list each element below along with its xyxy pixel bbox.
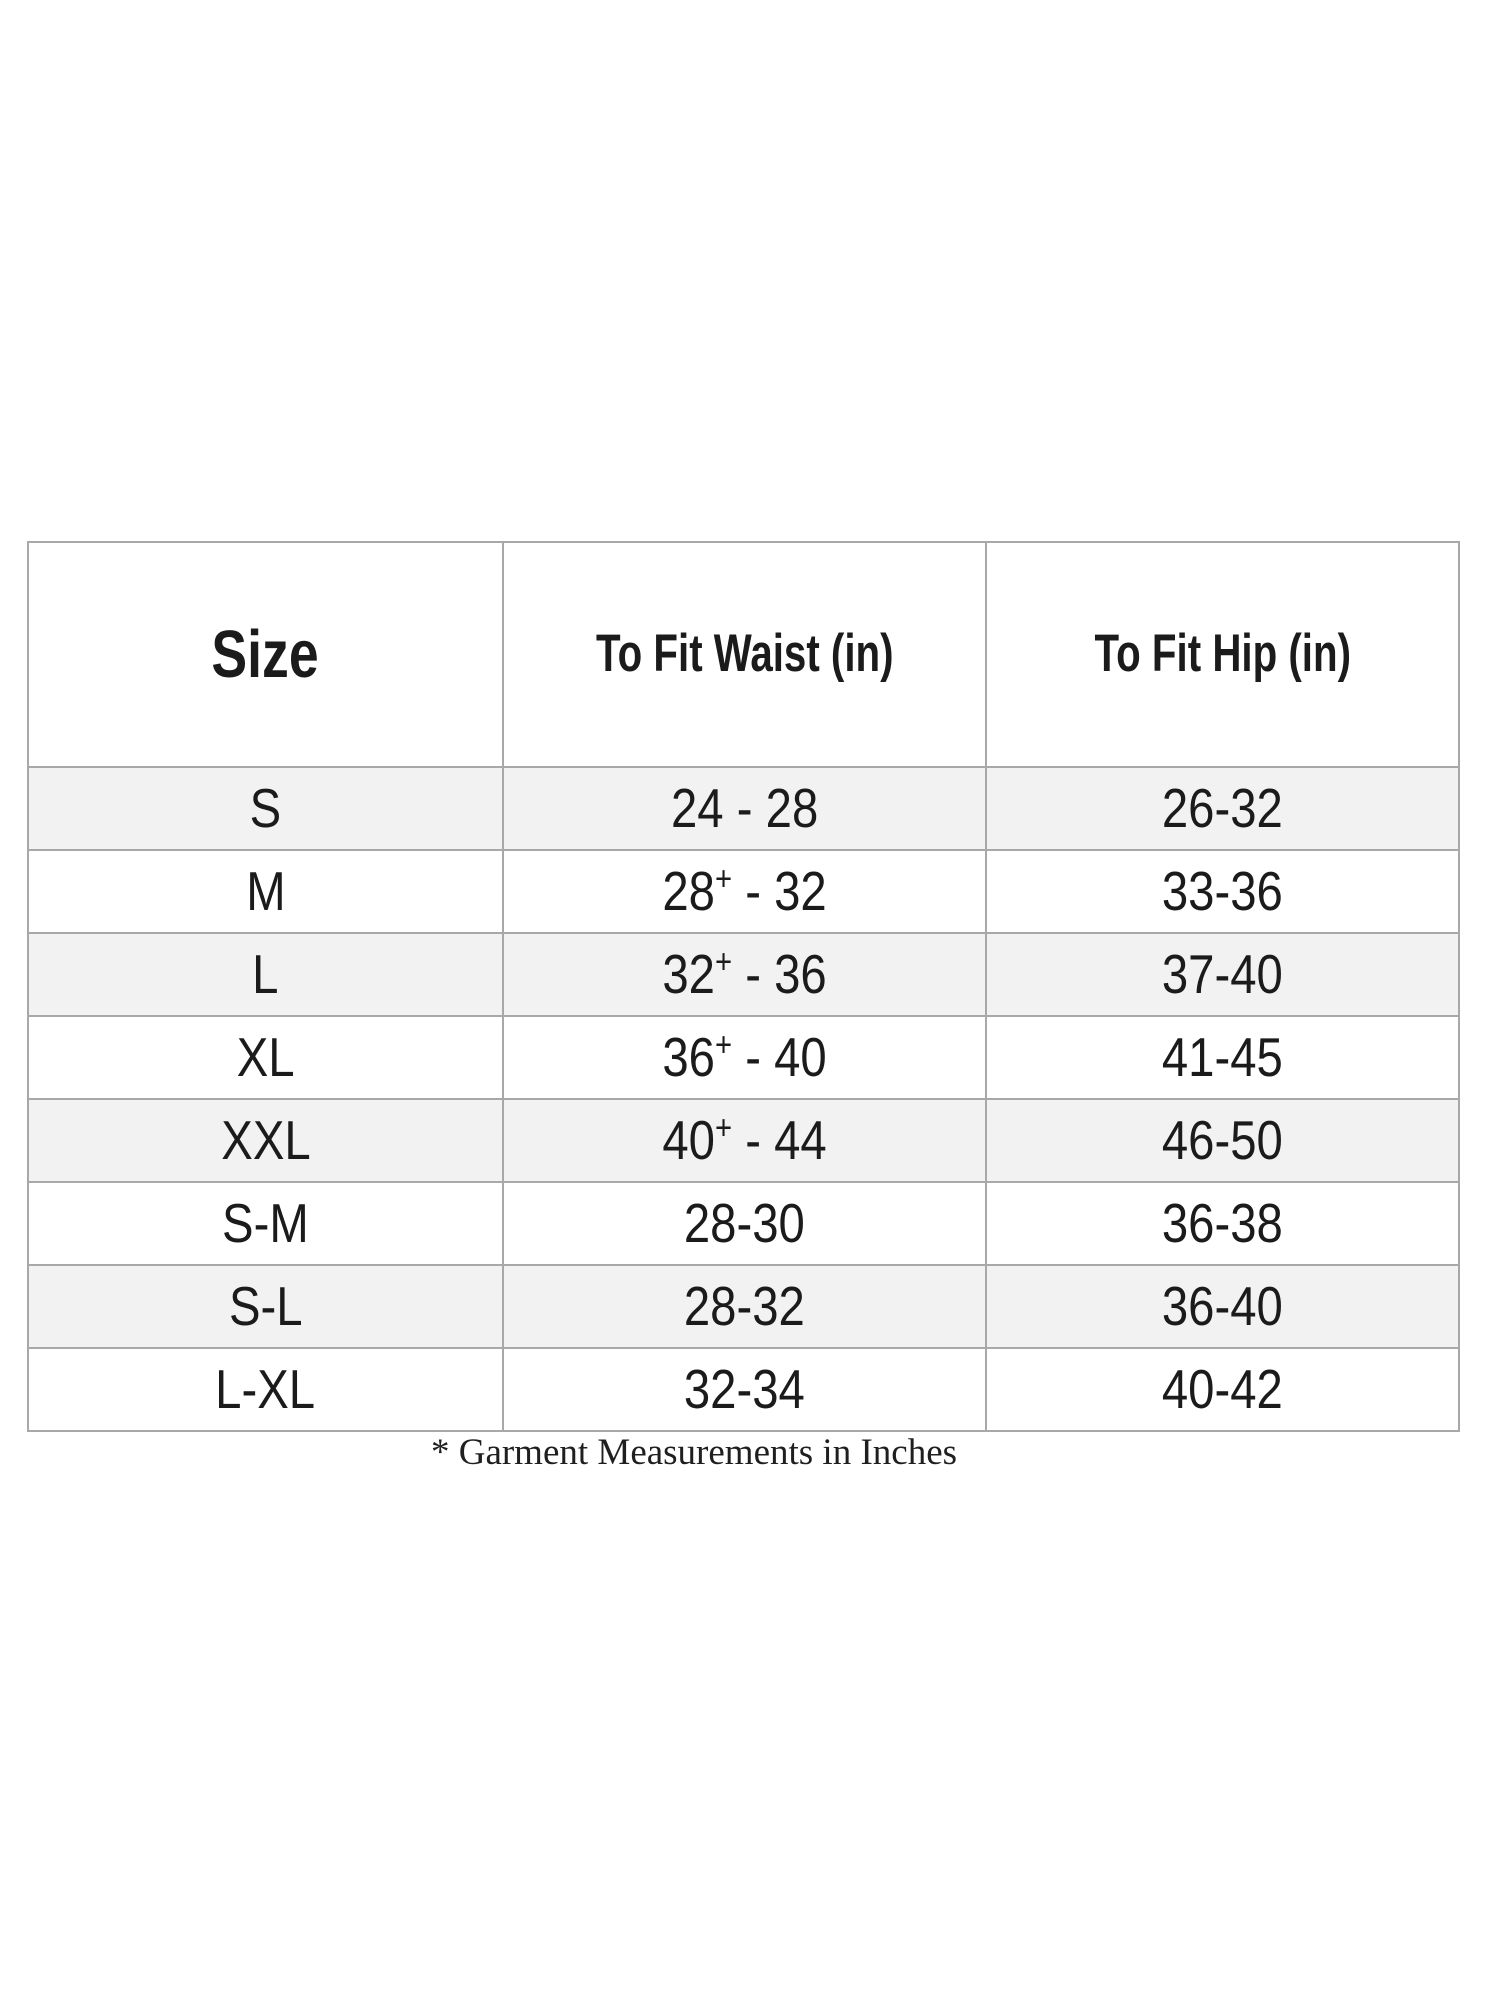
cell-hip — [986, 767, 1459, 850]
waist-value: 40+ - 44 — [662, 1109, 827, 1172]
waist-superscript: + — [714, 1026, 733, 1065]
hip-value: 33-36 — [1162, 860, 1283, 923]
cell-size — [28, 850, 503, 933]
waist-superscript: + — [714, 943, 733, 982]
header-row — [28, 542, 1459, 767]
cell-size — [28, 767, 503, 850]
size-value: S-M — [222, 1192, 309, 1255]
col-header-size — [28, 542, 503, 767]
hip-value: 40-42 — [1162, 1358, 1283, 1421]
col-header-waist-label: To Fit Waist (in) — [595, 624, 894, 684]
cell-size — [28, 1016, 503, 1099]
cell-hip — [986, 1016, 1459, 1099]
cell-size — [28, 1182, 503, 1265]
cell-size — [28, 1348, 503, 1431]
footnote: * Garment Measurements in Inches — [430, 1432, 958, 1473]
cell-size — [28, 1099, 503, 1182]
table-row — [28, 1348, 1459, 1431]
cell-hip — [986, 1348, 1459, 1431]
cell-size — [28, 1265, 503, 1348]
cell-waist — [503, 933, 986, 1016]
cell-hip — [986, 850, 1459, 933]
table-row — [28, 850, 1459, 933]
col-header-waist — [503, 542, 986, 767]
col-header-size-label: Size — [211, 616, 320, 692]
size-value: S-L — [228, 1275, 303, 1338]
cell-waist — [503, 1099, 986, 1182]
cell-hip — [986, 1182, 1459, 1265]
cell-waist — [503, 1265, 986, 1348]
cell-size — [28, 933, 503, 1016]
waist-value: 28-30 — [684, 1192, 805, 1255]
waist-value: 32+ - 36 — [662, 943, 827, 1006]
hip-value: 37-40 — [1162, 943, 1283, 1006]
cell-waist — [503, 1016, 986, 1099]
table-row — [28, 933, 1459, 1016]
table-row — [28, 767, 1459, 850]
waist-value: 36+ - 40 — [662, 1026, 827, 1089]
cell-waist — [503, 767, 986, 850]
cell-waist — [503, 1348, 986, 1431]
size-value: XL — [236, 1026, 295, 1089]
table-row — [28, 1265, 1459, 1348]
cell-waist — [503, 1182, 986, 1265]
hip-value: 46-50 — [1162, 1109, 1283, 1172]
cell-hip — [986, 933, 1459, 1016]
cell-waist — [503, 850, 986, 933]
size-value: L — [252, 943, 279, 1006]
col-header-hip-label: To Fit Hip (in) — [1094, 624, 1351, 684]
size-value: M — [245, 860, 286, 923]
cell-hip — [986, 1265, 1459, 1348]
hip-value: 36-40 — [1162, 1275, 1283, 1338]
table-row — [28, 1182, 1459, 1265]
hip-value: 41-45 — [1162, 1026, 1283, 1089]
waist-superscript: + — [714, 860, 733, 899]
size-value: L-XL — [215, 1358, 316, 1421]
cell-hip — [986, 1099, 1459, 1182]
waist-value: 28-32 — [684, 1275, 805, 1338]
table-row — [28, 1099, 1459, 1182]
waist-value: 24 - 28 — [670, 777, 819, 840]
size-value: XXL — [220, 1109, 311, 1172]
waist-superscript: + — [714, 1109, 733, 1148]
size-chart-table — [27, 541, 1460, 1432]
col-header-hip — [986, 542, 1459, 767]
hip-value: 26-32 — [1162, 777, 1283, 840]
size-value: S — [249, 777, 282, 840]
waist-value: 32-34 — [684, 1358, 805, 1421]
waist-value: 28+ - 32 — [662, 860, 827, 923]
table-row — [28, 1016, 1459, 1099]
hip-value: 36-38 — [1162, 1192, 1283, 1255]
